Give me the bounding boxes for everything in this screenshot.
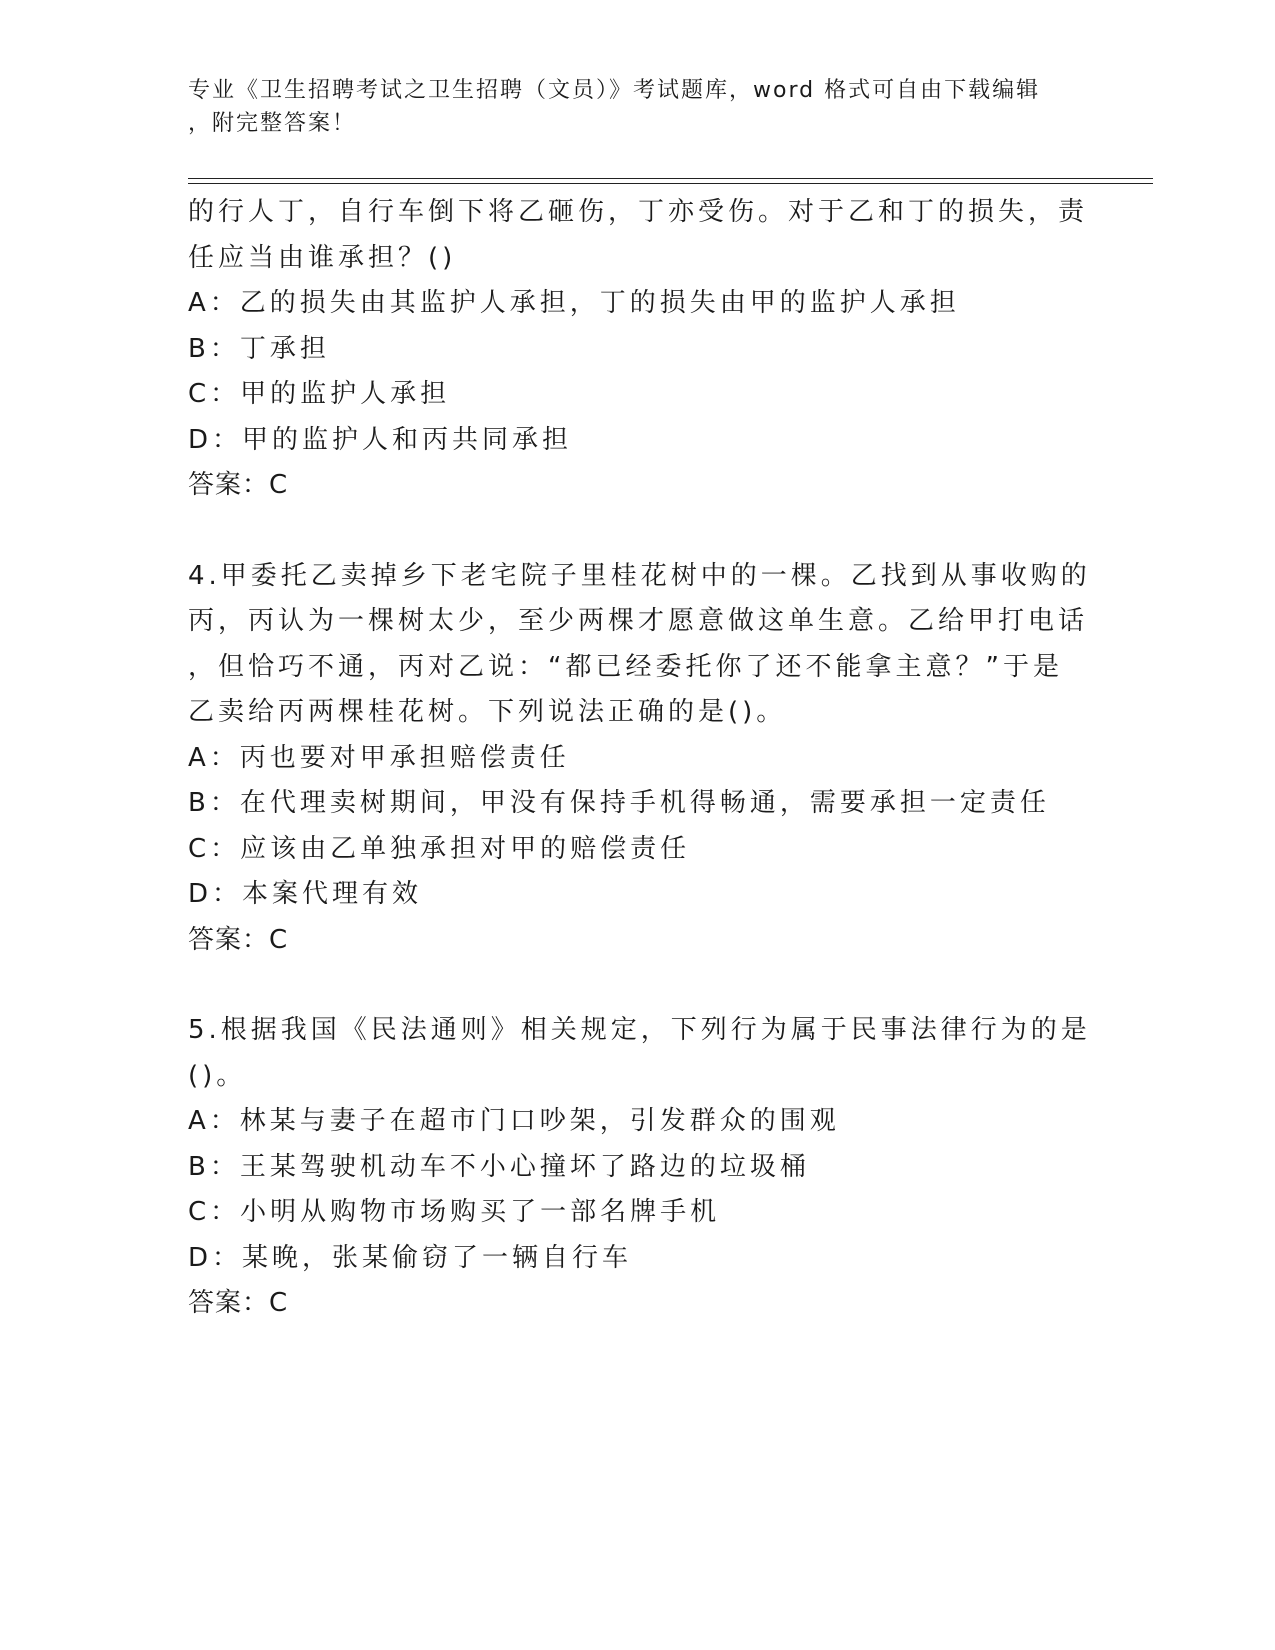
answer-line: 答案：C [188, 470, 289, 500]
question-spacer [188, 963, 1088, 1008]
option-a: A：乙的损失由其监护人承担，丁的损失由甲的监护人承担 [188, 288, 960, 318]
question-text-line: 5.根据我国《民法通则》相关规定，下列行为属于民事法律行为的是 [188, 1015, 1091, 1045]
header-line-1: 专业《卫生招聘考试之卫生招聘（文员）》考试题库，word 格式可自由下载编辑 [188, 78, 1041, 103]
question-text-line: 任应当由谁承担？() [188, 242, 457, 273]
question-5 [188, 1008, 1091, 1327]
document-header [188, 74, 1068, 140]
option-b: B：王某驾驶机动车不小心撞坏了路边的垃圾桶 [188, 1151, 810, 1182]
question-spacer [188, 509, 1088, 554]
question-text-line: 4.甲委托乙卖掉乡下老宅院子里桂花树中的一棵。乙找到从事收购的 [188, 560, 1091, 591]
option-d: D：本案代理有效 [188, 879, 423, 909]
option-c: C：小明从购物市场购买了一部名牌手机 [188, 1197, 721, 1227]
answer-line: 答案：C [188, 1288, 289, 1318]
question-list [188, 190, 1091, 1327]
question-text-line: 乙卖给丙两棵桂花树。下列说法正确的是()。 [188, 697, 787, 727]
header-line-2: ，附完整答案！ [188, 111, 357, 136]
header-divider-top [188, 178, 1153, 179]
option-c: C：甲的监护人承担 [188, 379, 451, 409]
option-d: D：甲的监护人和丙共同承担 [188, 424, 573, 455]
option-c: C：应该由乙单独承担对甲的赔偿责任 [188, 833, 691, 864]
option-a: A：林某与妻子在超市门口吵架，引发群众的围观 [188, 1106, 840, 1136]
answer-line: 答案：C [188, 924, 289, 955]
option-d: D：某晚，张某偷窃了一辆自行车 [188, 1242, 633, 1273]
question-3-continuation [188, 190, 1088, 509]
question-text-line: 丙，丙认为一棵树太少，至少两棵才愿意做这单生意。乙给甲打电话 [188, 606, 1089, 636]
option-b: B：丁承担 [188, 333, 330, 364]
question-text-line: 的行人丁，自行车倒下将乙砸伤，丁亦受伤。对于乙和丁的损失，责 [188, 197, 1089, 227]
option-a: A：丙也要对甲承担赔偿责任 [188, 742, 570, 773]
question-text-line: ，但恰巧不通，丙对乙说：“都已经委托你了还不能拿主意？”于是 [188, 651, 1063, 682]
option-b: B：在代理卖树期间，甲没有保持手机得畅通，需要承担一定责任 [188, 788, 1050, 818]
question-4 [188, 554, 1091, 964]
question-text-line: ()。 [188, 1060, 247, 1091]
header-divider-bottom [188, 183, 1153, 184]
